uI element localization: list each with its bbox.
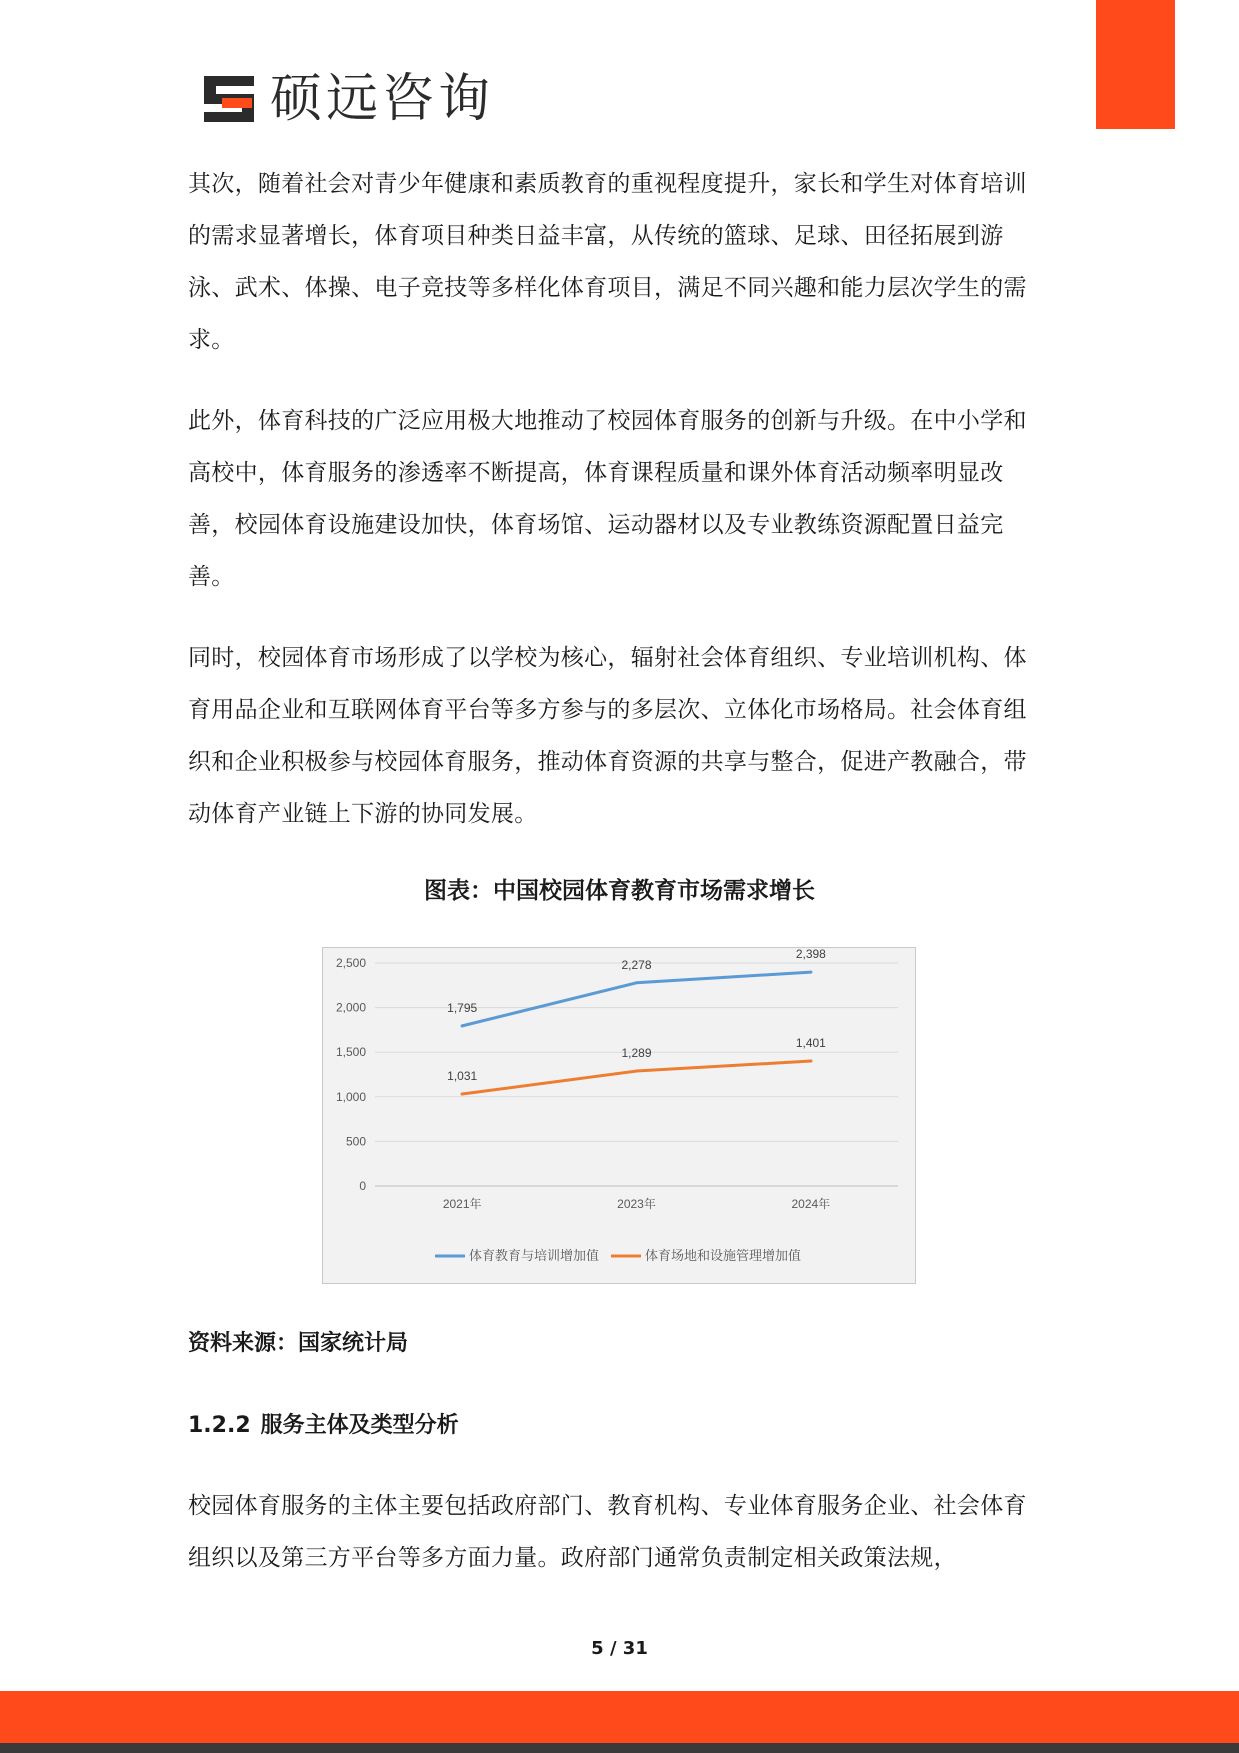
figure-caption: 图表：中国校园体育教育市场需求增长 bbox=[424, 878, 815, 904]
data-point bbox=[461, 1093, 464, 1096]
y-tick-label: 1,500 bbox=[335, 1045, 366, 1060]
footer-bar bbox=[0, 1691, 1239, 1743]
data-label: 1,401 bbox=[795, 1036, 826, 1051]
series-line-2 bbox=[462, 1061, 811, 1094]
legend-label-1: 体育教育与培训增加值 bbox=[469, 1248, 600, 1263]
legend-label-2: 体育场地和设施管理增加值 bbox=[645, 1248, 802, 1263]
page-number: 5 / 31 bbox=[591, 1638, 648, 1659]
data-point bbox=[809, 1060, 812, 1063]
data-label: 1,031 bbox=[447, 1069, 478, 1084]
footer-line bbox=[0, 1743, 1239, 1753]
y-tick-label: 1,000 bbox=[335, 1089, 366, 1104]
y-tick-label: 500 bbox=[345, 1134, 366, 1149]
data-point bbox=[635, 981, 638, 984]
x-tick-label: 2024年 bbox=[791, 1197, 831, 1211]
data-label: 1,795 bbox=[447, 1000, 478, 1015]
series-line-1 bbox=[462, 972, 811, 1026]
y-tick-label: 0 bbox=[359, 1179, 366, 1193]
body-text-continued bbox=[188, 1480, 1048, 1584]
data-label: 2,398 bbox=[795, 948, 826, 962]
section-heading bbox=[188, 1408, 459, 1439]
paragraph-1: 其次，随着社会对青少年健康和素质教育的重视程度提升，家长和学生对体育培训的需求显著增长，体育项目种类日益丰富，从传统的篮球、足球、田径拓展到游泳、武术、体操、电子竞技等多样化体育项目，满足不同兴趣和能力层次学生的需求。 bbox=[188, 171, 1027, 353]
section-title: 服务主体及类型分析 bbox=[260, 1413, 459, 1438]
paragraph-2: 此外，体育科技的广泛应用极大地推动了校园体育服务的创新与升级。在中小学和高校中，体育服务的渗透率不断提高，体育课程质量和课外体育活动频率明显改善，校园体育设施建设加快，体育场馆、运动器材以及专业教练资源配置日益完善。 bbox=[188, 408, 1027, 590]
company-logo bbox=[200, 70, 494, 128]
logo-text: 硕远咨询 bbox=[270, 69, 495, 129]
chart-canvas bbox=[323, 948, 915, 1283]
logo-mark-icon bbox=[200, 72, 258, 126]
x-tick-label: 2021年 bbox=[442, 1197, 482, 1211]
line-chart bbox=[322, 947, 916, 1284]
x-tick-label: 2023年 bbox=[617, 1197, 656, 1211]
paragraph-3: 同时，校园体育市场形成了以学校为核心，辐射社会体育组织、专业培训机构、体育用品企业和互联网体育平台等多方参与的多层次、立体化市场格局。社会体育组织和企业积极参与校园体育服务，推动体育资源的共享与整合，促进产教融合，带动体育产业链上下游的协同发展。 bbox=[188, 645, 1027, 827]
corner-accent-tab bbox=[1096, 0, 1175, 129]
data-label: 2,278 bbox=[621, 957, 652, 972]
data-point bbox=[461, 1024, 464, 1027]
y-tick-label: 2,000 bbox=[335, 1000, 366, 1015]
y-tick-label: 2,500 bbox=[335, 956, 366, 970]
data-point bbox=[635, 1070, 638, 1073]
figure-source: 资料来源：国家统计局 bbox=[188, 1331, 409, 1356]
data-label: 1,289 bbox=[621, 1046, 652, 1061]
body-text bbox=[188, 158, 1048, 840]
paragraph-4: 校园体育服务的主体主要包括政府部门、教育机构、专业体育服务企业、社会体育组织以及第三方平台等多方面力量。政府部门通常负责制定相关政策法规， bbox=[188, 1493, 1027, 1571]
section-number: 1.2.2 bbox=[188, 1413, 251, 1438]
data-point bbox=[809, 971, 812, 974]
